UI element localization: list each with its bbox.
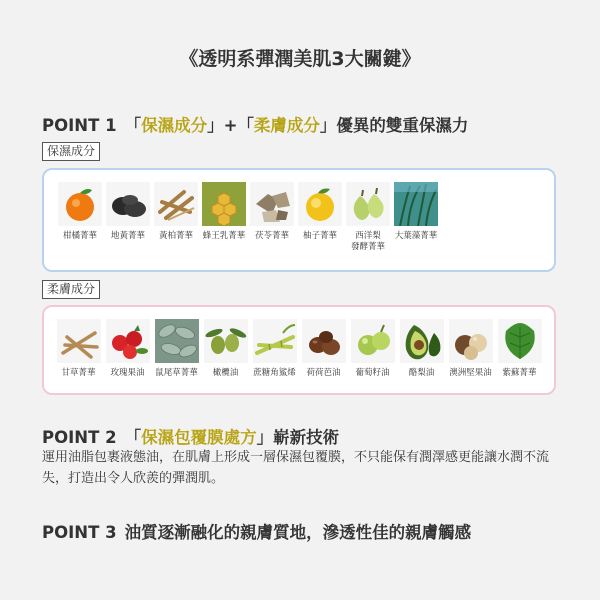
- ingredient-item: [248, 182, 296, 253]
- ingredient-item: [104, 182, 152, 253]
- royal-jelly-icon: [202, 182, 246, 226]
- ingredient-caption: 甘草菁華: [61, 368, 96, 378]
- point-3-number: POINT 3: [42, 523, 117, 542]
- point-1-bracket-mid: 」+「: [207, 116, 254, 135]
- poria-icon: [250, 182, 294, 226]
- point-2-bracket-open: 「: [124, 428, 142, 447]
- ingredient-item: [200, 182, 248, 253]
- ingredient-caption: 柚子菁華: [302, 231, 337, 241]
- ingredient-item: [348, 319, 397, 379]
- ingredient-item: [446, 319, 495, 379]
- ingredient-caption: 橄欖油: [212, 368, 239, 378]
- ingredient-caption: 西洋梨 發酵菁華: [350, 231, 385, 252]
- ingredient-caption: 澳洲堅果油: [449, 368, 492, 378]
- jojoba-icon: [302, 319, 346, 363]
- ingredient-caption: 蜂王乳菁華: [202, 231, 246, 241]
- softening-section-label: 柔膚成分: [42, 280, 100, 299]
- softening-ingredient-list: [54, 319, 544, 379]
- ingredient-item: [495, 319, 544, 379]
- avocado-icon: [400, 319, 444, 363]
- softening-ingredients-box: [42, 305, 556, 395]
- ingredient-item: [152, 319, 201, 379]
- point-1-highlight-moisture: 保濕成分: [141, 116, 208, 135]
- point-2-heading: [42, 424, 339, 448]
- point-1-highlight-softening: 柔膚成分: [253, 116, 320, 135]
- phellodendron-bark-icon: [154, 182, 198, 226]
- ingredient-caption: 葡萄籽油: [355, 368, 390, 378]
- eelgrass-icon: [394, 182, 438, 226]
- page-title: 《透明系彈潤美肌3大關鍵》: [179, 48, 421, 70]
- point-1-bracket-open: 「: [124, 116, 142, 135]
- point-2-number: POINT 2: [42, 428, 117, 447]
- licorice-icon: [57, 319, 101, 363]
- ingredient-item: [344, 182, 392, 253]
- pear-icon: [346, 182, 390, 226]
- olive-icon: [204, 319, 248, 363]
- ingredient-item: [299, 319, 348, 379]
- point-1-number: POINT 1: [42, 116, 117, 135]
- ingredient-caption: 茯苓菁華: [254, 231, 289, 241]
- ingredient-item: [56, 182, 104, 253]
- ingredient-item: [103, 319, 152, 379]
- point-3-text: 油質逐漸融化的親膚質地，滲透性佳的親膚觸感: [124, 523, 472, 542]
- point-1-heading: [42, 112, 468, 136]
- sage-icon: [155, 319, 199, 363]
- point-2-tail: 」嶄新技術: [256, 428, 340, 447]
- rehmannia-icon: [106, 182, 150, 226]
- ingredient-item: [250, 319, 299, 379]
- rosehip-icon: [106, 319, 150, 363]
- perilla-leaf-icon: [498, 319, 542, 363]
- ingredient-caption: 玫瑰果油: [110, 368, 145, 378]
- ingredient-item: [152, 182, 200, 253]
- ingredient-caption: 紫蘇菁華: [502, 368, 537, 378]
- ingredient-item: [296, 182, 344, 253]
- ingredient-caption: 大葉藻菁華: [394, 231, 438, 241]
- ingredient-item: [397, 319, 446, 379]
- point-1-tail: 」優異的雙重保濕力: [319, 116, 469, 135]
- orange-icon: [58, 182, 102, 226]
- ingredient-caption: 鼠尾草菁華: [155, 368, 198, 378]
- moisture-ingredient-list: [56, 182, 440, 253]
- yuzu-icon: [298, 182, 342, 226]
- sugarcane-icon: [253, 319, 297, 363]
- grape-icon: [351, 319, 395, 363]
- ingredient-caption: 柑橘菁華: [62, 231, 97, 241]
- moisture-section-label: 保濕成分: [42, 142, 100, 161]
- point-2-description: 運用油脂包裹液態油，在肌膚上形成一層保濕包覆膜，不只能保有潤澤感更能讓水潤不流失，打造出令人欣羨的彈潤肌。: [42, 450, 550, 486]
- ingredient-item: [54, 319, 103, 379]
- macadamia-icon: [449, 319, 493, 363]
- ingredient-caption: 地黃菁華: [110, 231, 145, 241]
- moisture-ingredients-box: [42, 168, 556, 272]
- point-2-highlight: 保濕包覆膜處方: [141, 428, 257, 447]
- ingredient-item: [201, 319, 250, 379]
- ingredient-caption: 黃柏菁華: [158, 231, 193, 241]
- ingredient-caption: 蔗糖角鯊烯: [253, 368, 296, 378]
- ingredient-item: [392, 182, 440, 253]
- point-3-heading: [42, 519, 471, 543]
- ingredient-caption: 荷荷芭油: [306, 368, 341, 378]
- ingredient-caption: 酪梨油: [408, 368, 435, 378]
